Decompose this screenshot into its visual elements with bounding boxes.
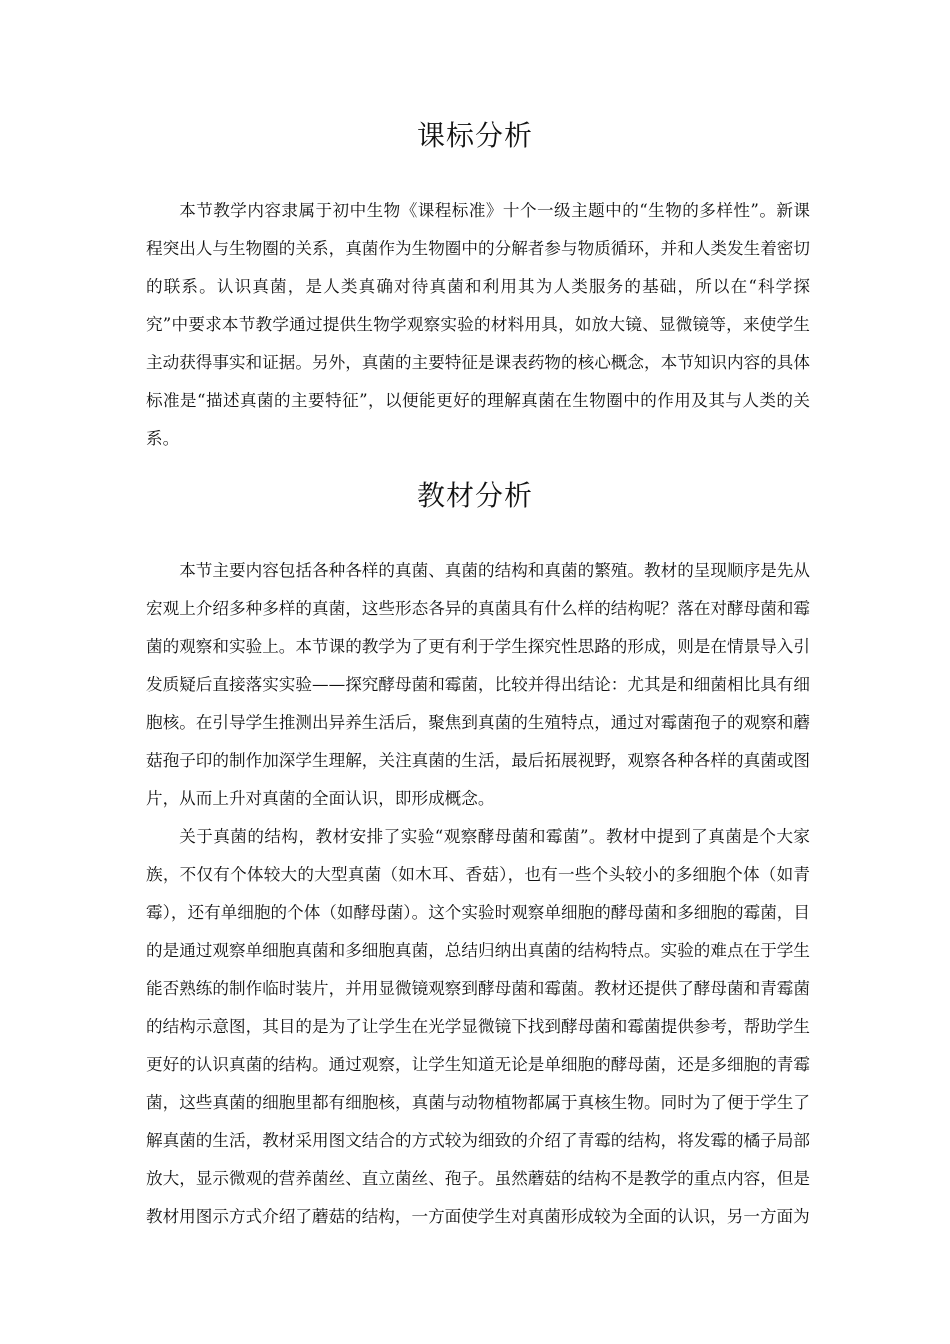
- paragraph: 本节教学内容隶属于初中生物《课程标准》十个一级主题中的“生物的多样性”。新课程突出人与生物圈的关系，真菌作为生物圈中的分解者参与物质循环，并和人类发生着密切的联系。认识真菌，是人类真确对待真菌和利用其为人类服务的基础，所以在“科学探究”中要求本节教学通过提供生物学观察实验的材料用具，如放大镜、显微镜等，来使学生主动获得事实和证据。另外，真菌的主要特征是课表药物的核心概念，本节知识内容的具体标准是“描述真菌的主要特征”，以便能更好的理解真菌在生物圈中的作用及其与人类的关系。: [146, 201, 810, 448]
- section-title-curriculum-analysis: 课标分析: [416, 119, 533, 152]
- section-title-textbook-analysis: 教材分析: [416, 479, 533, 512]
- section-body-textbook-analysis: [146, 552, 810, 1236]
- paragraph: 本节主要内容包括各种各样的真菌、真菌的结构和真菌的繁殖。教材的呈现顺序是先从宏观上介绍多种多样的真菌，这些形态各异的真菌具有什么样的结构呢？落在对酵母菌和霉菌的观察和实验上。本节课的教学为了更有利于学生探究性思路的形成，则是在情景导入引发质疑后直接落实实验——探究酵母菌和霉菌，比较并得出结论：尤其是和细菌相比具有细胞核。在引导学生推测出异养生活后，聚焦到真菌的生殖特点，通过对霉菌孢子的观察和蘑菇孢子印的制作加深学生理解，关注真菌的生活，最后拓展视野，观察各种各样的真菌或图片，从而上升对真菌的全面认识，即形成概念。: [146, 561, 810, 808]
- section-body-curriculum-analysis: [146, 192, 810, 458]
- paragraph: 关于真菌的结构，教材安排了实验“观察酵母菌和霉菌”。教材中提到了真菌是个大家族，不仅有个体较大的大型真菌（如木耳、香菇），也有一些个头较小的多细胞个体（如青霉），还有单细胞的个体（如酵母菌）。这个实验时观察单细胞的酵母菌和多细胞的霉菌，目的是通过观察单细胞真菌和多细胞真菌，总结归纳出真菌的结构特点。实验的难点在于学生能否熟练的制作临时装片，并用显微镜观察到酵母菌和霉菌。教材还提供了酵母菌和青霉菌的结构示意图，其目的是为了让学生在光学显微镜下找到酵母菌和霉菌提供参考，帮助学生更好的认识真菌的结构。通过观察，让学生知道无论是单细胞的酵母菌，还是多细胞的青霉菌，这些真菌的细胞里都有细胞核，真菌与动物植物都属于真核生物。同时为了便于学生了解真菌的生活，教材采用图文结合的方式较为细致的介绍了青霉的结构，将发霉的橘子局部放大，显示微观的营养菌丝、直立菌丝、孢子。虽然蘑菇的结构不是教学的重点内容，但是教材用图示方式介绍了蘑菇的结构，一方面使学生对真菌形成较为全面的认识，另一方面为: [146, 827, 810, 1226]
